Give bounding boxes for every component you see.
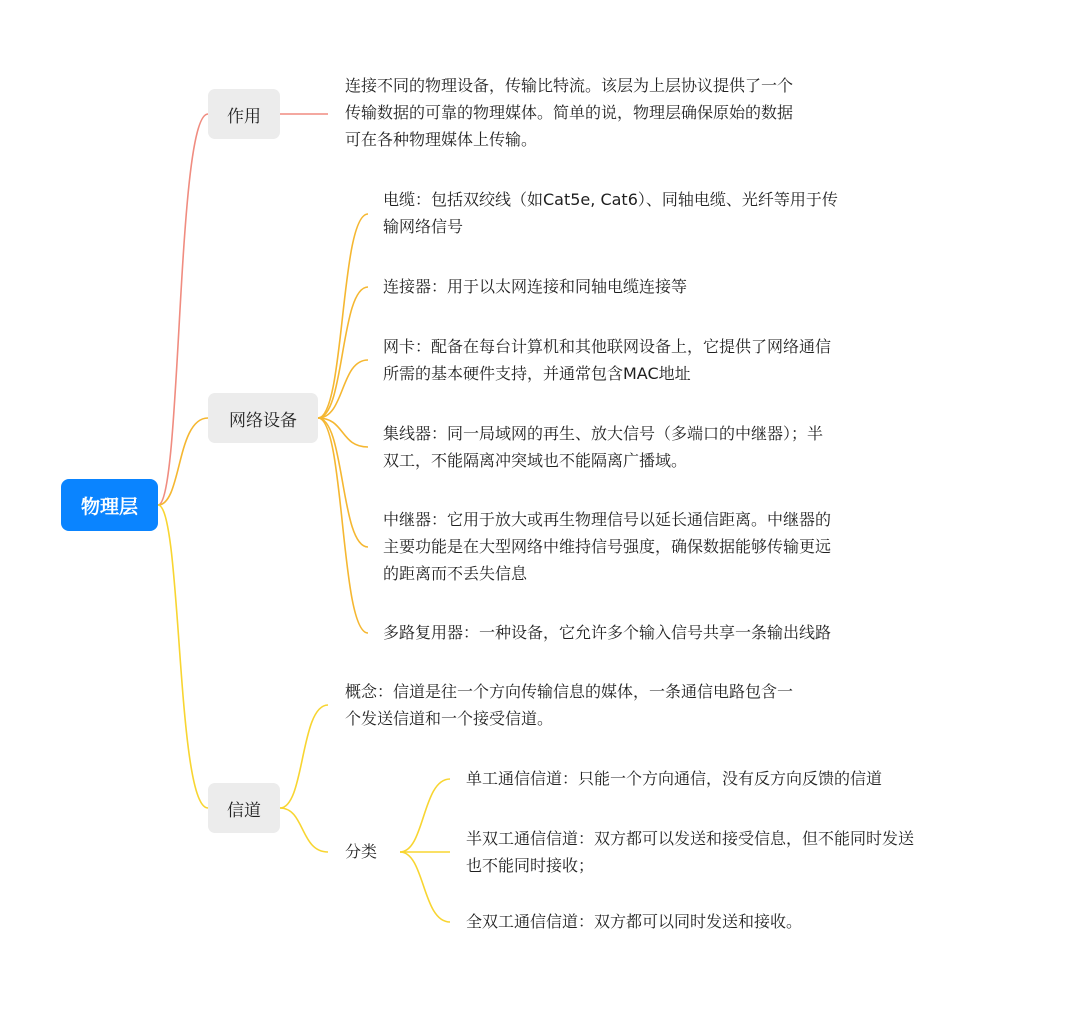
root-label: 物理层 — [80, 495, 138, 518]
device-item-hub: 集线器：同一局域网的再生、放大信号（多端口的中继器）；半 双工，不能隔离冲突域也不能隔离广播域。 — [383, 424, 824, 470]
connector-channel-children — [280, 705, 328, 852]
root-node[interactable] — [61, 479, 158, 531]
channel-classification-label[interactable]: 分类 — [345, 842, 378, 861]
channel-type-full-duplex: 全双工通信信道：双方都可以同时发送和接收。 — [466, 912, 803, 931]
device-item-repeater: 中继器：它用于放大或再生物理信号以延长通信距离。中继器的 主要功能是在大型网络中维持信号强度，确保数据能够传输更远 的距离而不丢失信息 — [383, 510, 832, 583]
device-item-multiplexer: 多路复用器：一种设备，它允许多个输入信号共享一条输出线路 — [383, 623, 832, 642]
connector-root-function — [158, 114, 208, 505]
device-item-nic: 网卡：配备在每台计算机和其他联网设备上，它提供了网络通信 所需的基本硬件支持，并通常包含MAC地址 — [383, 337, 832, 383]
device-item-cable: 电缆：包括双绞线（如Cat5e, Cat6）、同轴电缆、光纤等用于传 输网络信号 — [383, 190, 838, 236]
connector-devices-items — [318, 214, 368, 633]
connector-root-channel — [158, 505, 208, 808]
channel-concept: 概念：信道是往一个方向传输信息的媒体，一条通信电路包含一 个发送信道和一个接受信道。 — [345, 682, 794, 728]
connector-classification-items — [400, 779, 450, 922]
device-item-connector: 连接器：用于以太网连接和同轴电缆连接等 — [383, 277, 688, 296]
branch-label-function: 作用 — [227, 106, 261, 127]
function-description: 连接不同的物理设备，传输比特流。该层为上层协议提供了一个 传输数据的可靠的物理媒体。简单的说，物理层确保原始的数据 可在各种物理媒体上传输。 — [345, 76, 794, 149]
channel-type-simplex: 单工通信信道：只能一个方向通信，没有反方向反馈的信道 — [466, 769, 883, 788]
branch-node-devices[interactable] — [208, 393, 318, 443]
branch-node-channel[interactable] — [208, 783, 280, 833]
channel-type-half-duplex: 半双工通信信道：双方都可以发送和接受信息，但不能同时发送 也不能同时接收； — [466, 829, 915, 875]
branch-label-channel: 信道 — [227, 800, 261, 821]
branch-label-devices: 网络设备 — [229, 410, 297, 431]
branch-node-function[interactable] — [208, 89, 280, 139]
